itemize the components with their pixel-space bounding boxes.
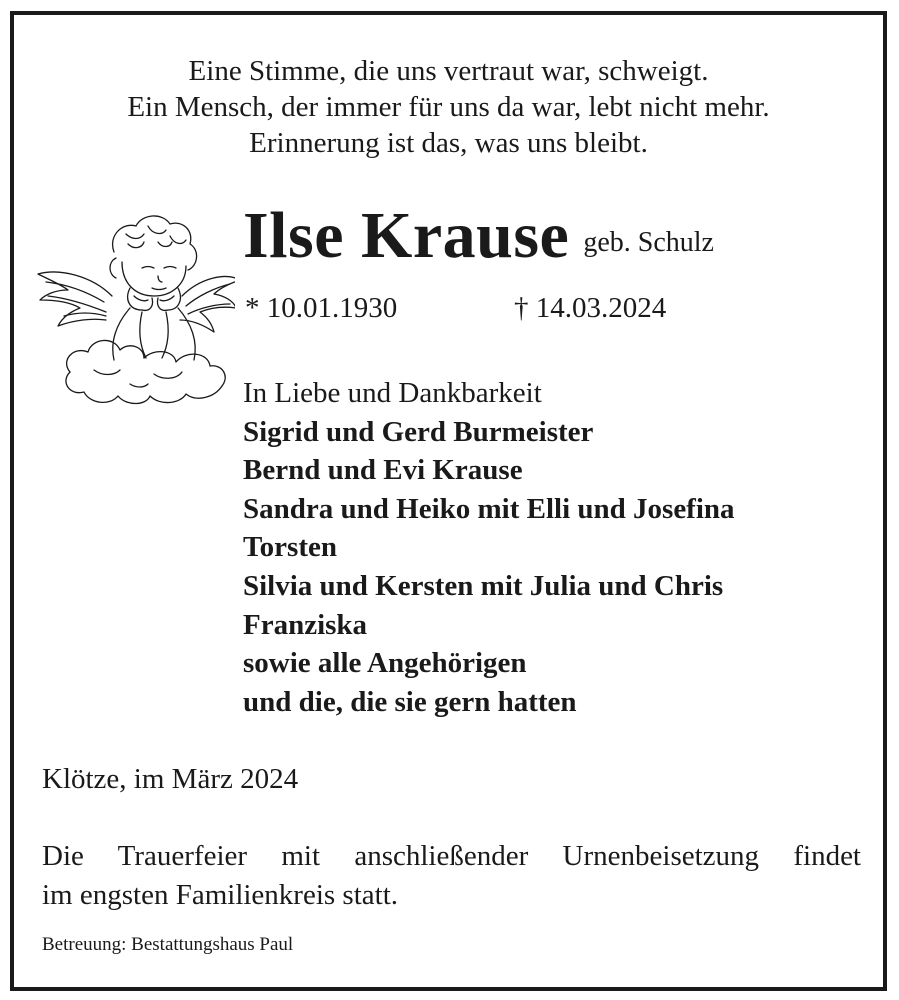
- obituary-frame: [10, 11, 887, 991]
- birth-date: * 10.01.1930: [245, 292, 398, 324]
- ceremony-notice: [42, 837, 861, 915]
- mourners-intro: In Liebe und Dankbarkeit: [243, 377, 542, 409]
- mourner-name: Sandra und Heiko mit Elli und Josefina: [243, 492, 735, 525]
- deceased-name-block: [243, 196, 714, 276]
- poem-line: Eine Stimme, die uns vertraut war, schweigt.: [188, 55, 709, 87]
- cherub-angel-icon: [30, 200, 235, 410]
- mourner-name: Bernd und Evi Krause: [243, 454, 523, 487]
- birth-name: geb. Schulz: [583, 227, 714, 258]
- mourners-list: [243, 374, 735, 721]
- mourner-name: Franziska: [243, 608, 368, 641]
- poem-line: Ein Mensch, der immer für uns da war, lebt nicht mehr.: [127, 91, 770, 123]
- poem: [14, 53, 883, 161]
- death-date: † 14.03.2024: [514, 292, 667, 324]
- place-date: Klötze, im März 2024: [42, 763, 299, 795]
- mourner-name: und die, die sie gern hatten: [243, 685, 577, 718]
- ceremony-line: im engsten Familienkreis statt.: [42, 879, 399, 911]
- mourner-name: Silvia und Kersten mit Julia und Chris: [243, 569, 724, 602]
- ceremony-line: Die Trauerfeier mit anschließender Urnenbeisetzung findet: [42, 840, 861, 872]
- mourner-name: Torsten: [243, 531, 337, 564]
- funeral-home-credit: Betreuung: Bestattungshaus Paul: [42, 934, 294, 955]
- mourner-name: Sigrid und Gerd Burmeister: [243, 415, 594, 448]
- mourner-name: sowie alle Angehörigen: [243, 647, 527, 680]
- deceased-name: Ilse Krause: [243, 199, 570, 272]
- poem-line: Erinnerung ist das, was uns bleibt.: [249, 127, 648, 159]
